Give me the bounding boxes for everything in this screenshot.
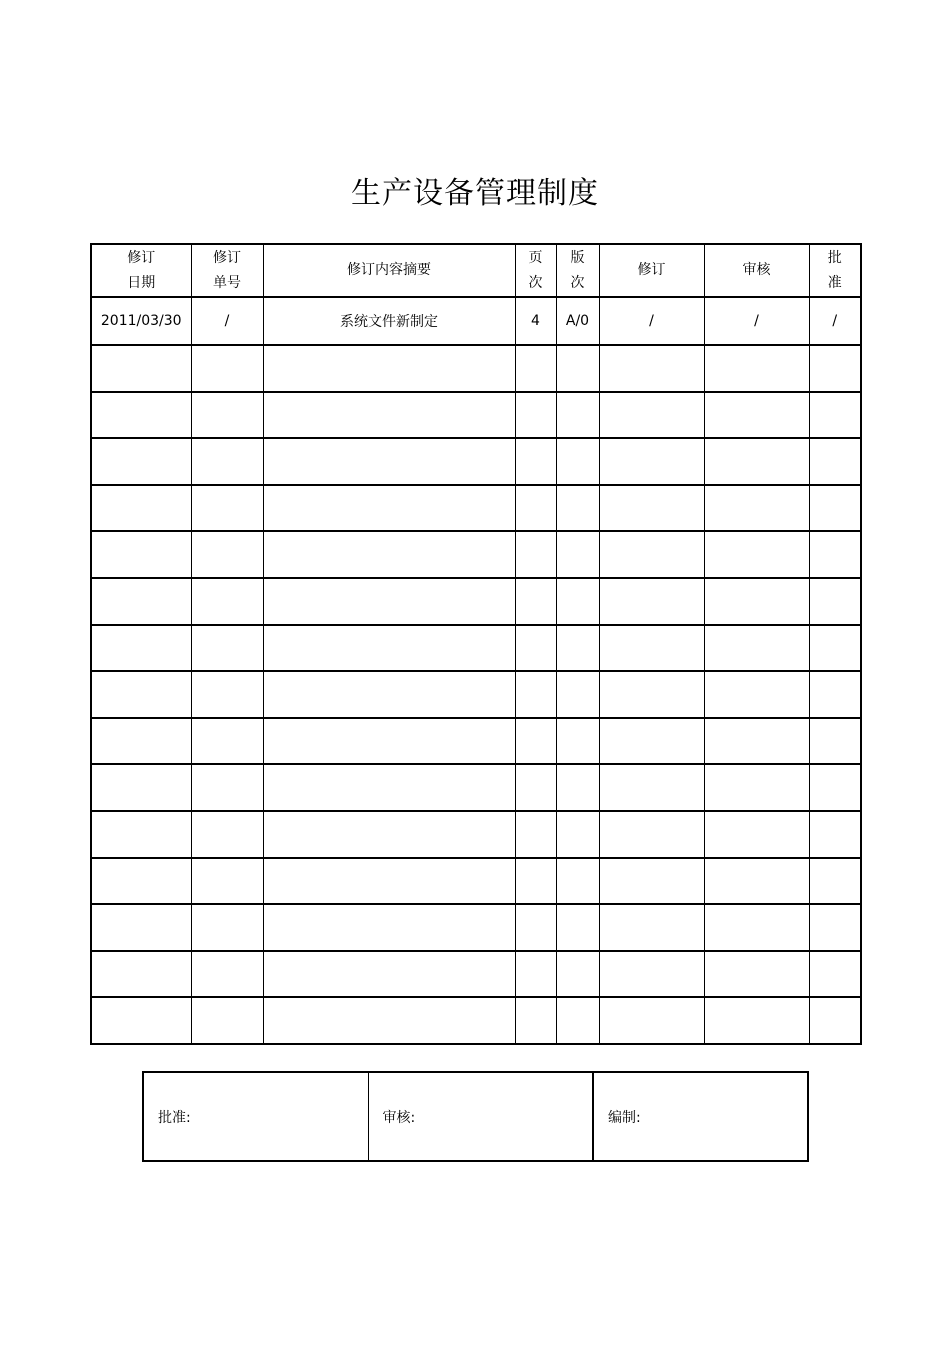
cell-revised-by (599, 392, 704, 439)
cell-reviewed-by (704, 345, 809, 392)
header-date: 修订 日期 (91, 244, 191, 297)
cell-date (91, 485, 191, 532)
header-order-no: 修订 单号 (191, 244, 263, 297)
cell-revised-by (599, 485, 704, 532)
signoff-prepare: 编制: (593, 1072, 808, 1161)
cell-order-no (191, 438, 263, 485)
table-row (91, 997, 861, 1044)
cell-page: 4 (515, 297, 556, 345)
cell-revised-by (599, 718, 704, 765)
cell-page (515, 764, 556, 811)
cell-revised-by (599, 578, 704, 625)
cell-approved-by (809, 904, 861, 951)
cell-revised-by (599, 904, 704, 951)
cell-date (91, 858, 191, 905)
table-row (91, 578, 861, 625)
cell-page (515, 345, 556, 392)
table-row (91, 858, 861, 905)
cell-page (515, 904, 556, 951)
cell-approved-by (809, 811, 861, 858)
cell-revised-by (599, 997, 704, 1044)
cell-order-no (191, 951, 263, 998)
cell-revised-by (599, 764, 704, 811)
cell-reviewed-by: / (704, 297, 809, 345)
cell-order-no (191, 392, 263, 439)
cell-order-no (191, 345, 263, 392)
header-page: 页 次 (515, 244, 556, 297)
cell-page (515, 625, 556, 672)
cell-summary (263, 764, 515, 811)
table-row (91, 392, 861, 439)
table-row (91, 345, 861, 392)
cell-approved-by (809, 578, 861, 625)
cell-summary (263, 531, 515, 578)
table-row (91, 671, 861, 718)
cell-version (556, 811, 599, 858)
cell-reviewed-by (704, 671, 809, 718)
cell-date (91, 764, 191, 811)
cell-version (556, 997, 599, 1044)
cell-date (91, 904, 191, 951)
cell-reviewed-by (704, 718, 809, 765)
cell-version (556, 951, 599, 998)
cell-order-no (191, 578, 263, 625)
cell-page (515, 392, 556, 439)
cell-order-no (191, 718, 263, 765)
cell-reviewed-by (704, 997, 809, 1044)
signoff-review: 审核: (368, 1072, 593, 1161)
cell-order-no (191, 531, 263, 578)
cell-version (556, 671, 599, 718)
cell-date: 2011/03/30 (91, 297, 191, 345)
header-row (91, 244, 861, 297)
cell-reviewed-by (704, 951, 809, 998)
table-row (91, 438, 861, 485)
cell-revised-by (599, 951, 704, 998)
header-version: 版 次 (556, 244, 599, 297)
header-approved-by: 批 准 (809, 244, 861, 297)
cell-date (91, 997, 191, 1044)
header-revised-by: 修订 (599, 244, 704, 297)
table-row (91, 951, 861, 998)
cell-revised-by (599, 671, 704, 718)
header-reviewed-by: 审核 (704, 244, 809, 297)
cell-version (556, 392, 599, 439)
cell-date (91, 718, 191, 765)
cell-approved-by (809, 671, 861, 718)
cell-reviewed-by (704, 438, 809, 485)
cell-reviewed-by (704, 625, 809, 672)
signoff-approve: 批准: (143, 1072, 368, 1161)
cell-reviewed-by (704, 858, 809, 905)
cell-approved-by (809, 764, 861, 811)
cell-revised-by (599, 625, 704, 672)
page-title: 生产设备管理制度 (351, 176, 599, 211)
cell-version (556, 578, 599, 625)
cell-page (515, 858, 556, 905)
table-row (91, 718, 861, 765)
cell-summary (263, 904, 515, 951)
cell-page (515, 671, 556, 718)
cell-order-no (191, 858, 263, 905)
revision-table (90, 243, 862, 1045)
cell-order-no (191, 485, 263, 532)
header-summary: 修订内容摘要 (263, 244, 515, 297)
cell-approved-by (809, 718, 861, 765)
table-row (91, 531, 861, 578)
cell-version (556, 625, 599, 672)
cell-version (556, 345, 599, 392)
cell-page (515, 438, 556, 485)
cell-date (91, 345, 191, 392)
cell-revised-by (599, 438, 704, 485)
cell-reviewed-by (704, 764, 809, 811)
cell-revised-by: / (599, 297, 704, 345)
cell-order-no (191, 997, 263, 1044)
cell-summary (263, 997, 515, 1044)
cell-approved-by (809, 531, 861, 578)
cell-page (515, 718, 556, 765)
cell-page (515, 997, 556, 1044)
cell-approved-by (809, 345, 861, 392)
cell-page (515, 531, 556, 578)
cell-summary (263, 951, 515, 998)
cell-order-no (191, 811, 263, 858)
cell-approved-by (809, 392, 861, 439)
cell-summary (263, 811, 515, 858)
cell-summary (263, 625, 515, 672)
cell-version: A/0 (556, 297, 599, 345)
cell-approved-by (809, 438, 861, 485)
cell-date (91, 811, 191, 858)
cell-version (556, 718, 599, 765)
cell-date (91, 951, 191, 998)
cell-summary (263, 671, 515, 718)
table-row (91, 485, 861, 532)
cell-order-no (191, 764, 263, 811)
signoff-row (143, 1072, 808, 1161)
cell-version (556, 858, 599, 905)
cell-summary (263, 858, 515, 905)
cell-summary (263, 345, 515, 392)
cell-revised-by (599, 811, 704, 858)
cell-revised-by (599, 858, 704, 905)
cell-order-no (191, 671, 263, 718)
cell-reviewed-by (704, 811, 809, 858)
cell-order-no (191, 625, 263, 672)
cell-reviewed-by (704, 485, 809, 532)
cell-approved-by (809, 997, 861, 1044)
cell-summary: 系统文件新制定 (263, 297, 515, 345)
cell-order-no: / (191, 297, 263, 345)
cell-date (91, 392, 191, 439)
cell-version (556, 438, 599, 485)
cell-version (556, 485, 599, 532)
cell-summary (263, 485, 515, 532)
cell-version (556, 531, 599, 578)
table-row (91, 811, 861, 858)
cell-page (515, 811, 556, 858)
cell-version (556, 904, 599, 951)
cell-approved-by (809, 858, 861, 905)
table-row (91, 625, 861, 672)
table-row (91, 764, 861, 811)
cell-summary (263, 578, 515, 625)
cell-version (556, 764, 599, 811)
cell-date (91, 578, 191, 625)
cell-date (91, 438, 191, 485)
cell-date (91, 625, 191, 672)
table-row (91, 904, 861, 951)
cell-page (515, 485, 556, 532)
cell-revised-by (599, 345, 704, 392)
cell-reviewed-by (704, 578, 809, 625)
cell-page (515, 578, 556, 625)
cell-summary (263, 438, 515, 485)
cell-approved-by (809, 625, 861, 672)
table-row (91, 297, 861, 345)
cell-reviewed-by (704, 531, 809, 578)
cell-reviewed-by (704, 392, 809, 439)
cell-order-no (191, 904, 263, 951)
cell-approved-by: / (809, 297, 861, 345)
cell-date (91, 531, 191, 578)
signoff-table (142, 1071, 809, 1162)
cell-summary (263, 392, 515, 439)
cell-revised-by (599, 531, 704, 578)
cell-summary (263, 718, 515, 765)
cell-date (91, 671, 191, 718)
cell-approved-by (809, 485, 861, 532)
cell-reviewed-by (704, 904, 809, 951)
cell-approved-by (809, 951, 861, 998)
cell-page (515, 951, 556, 998)
